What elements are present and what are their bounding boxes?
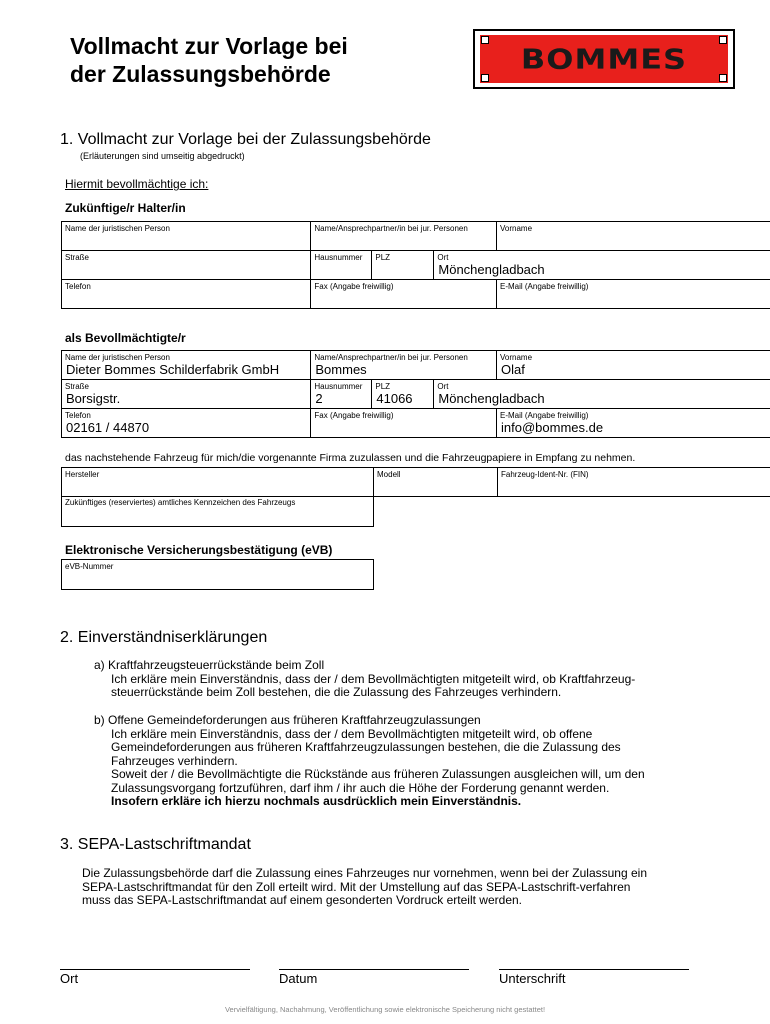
consent-b-line: Soweit der / die Bevollmächtigte die Rückstände aus früheren Zulassungen ausgleichen will, um den (111, 767, 645, 781)
consent-a (94, 659, 635, 700)
sepa-line: Die Zulassungsbehörde darf die Zulassung eines Fahrzeuges nur vornehmen, wenn bei der Zulassung ein (82, 866, 648, 880)
sepa-line: SEPA-Lastschriftmandat für den Zoll erteilt wird. Mit der Umstellung auf das SEPA-Lastschrift-verfahren (82, 879, 631, 894)
vehicle-row (61, 467, 770, 497)
authorize-intro: Hiermit bevollmächtige ich: (65, 177, 209, 191)
signature-label: Unterschrift (499, 971, 566, 986)
consent-b (94, 714, 645, 809)
holder-heading: Zukünftige/r Halter/in (65, 201, 186, 215)
screw-icon (719, 74, 727, 82)
screw-icon (481, 36, 489, 44)
agent-fax-field[interactable]: Fax (Angabe freiwillig) (311, 409, 497, 438)
section1-note: (Erläuterungen sind umseitig abgedruckt) (80, 151, 245, 161)
consent-b-line: Fahrzeuges verhindern. (111, 753, 238, 768)
title-line-1: Vollmacht zur Vorlage bei (70, 33, 348, 59)
footer-notice: Vervielfältigung, Nachahmung, Veröffentlichung sowie elektronische Speicherung nicht gestattet! (224, 1005, 546, 1014)
holder-zip-field[interactable]: PLZ (372, 251, 434, 280)
agent-zip-field[interactable]: PLZ 41066 (372, 380, 434, 409)
logo-plate (480, 35, 728, 83)
consent-b-line: Gemeindeforderungen aus früheren Kraftfahrzeugzulassungen bestehen, die die Zulassung des (111, 740, 621, 754)
holder-company-field[interactable]: Name der juristischen Person (62, 222, 311, 251)
holder-form (61, 221, 770, 309)
agent-city-field[interactable]: Ort Mönchengladbach (434, 380, 770, 409)
consent-a-title: a) Kraftfahrzeugsteuerrückstände beim Zoll (94, 658, 325, 672)
consent-b-line: Zulassungsvorgang fortzuführen, darf ihm / ihr auch die Höhe der Forderung genannt werden. (111, 780, 610, 795)
agent-street-field[interactable]: Straße Borsigstr. (62, 380, 311, 409)
agent-heading: als Bevollmächtigte/r (65, 331, 186, 345)
holder-contact-field[interactable]: Name/Ansprechpartner/in bei jur. Personen (311, 222, 497, 251)
agent-email-field[interactable]: E-Mail (Angabe freiwillig) info@bommes.de (497, 409, 770, 438)
maker-field[interactable]: Hersteller (65, 470, 100, 479)
evb-heading: Elektronische Versicherungsbestätigung (eVB) (65, 543, 333, 557)
holder-fax-field[interactable]: Fax (Angabe freiwillig) (311, 280, 497, 309)
place-line[interactable] (60, 969, 250, 970)
consent-b-title: b) Offene Gemeindeforderungen aus früheren Kraftfahrzeugzulassungen (94, 713, 481, 727)
sepa-line: muss das SEPA-Lastschriftmandat auf einem gesonderten Vordruck erteilt werden. (82, 893, 522, 907)
holder-email-field[interactable]: E-Mail (Angabe freiwillig) (497, 280, 770, 309)
consent-b-line: Ich erkläre mein Einverständnis, dass der / dem Bevollmächtigten mitgeteilt wird, ob offene (111, 726, 593, 741)
screw-icon (481, 74, 489, 82)
holder-phone-field[interactable]: Telefon (62, 280, 311, 309)
sepa-text (82, 867, 647, 908)
vehicle-intro: das nachstehende Fahrzeug für mich/die vorgenannte Firma zuzulassen und die Fahrzeugpapiere in Empfang zu nehmen. (65, 452, 636, 464)
agent-phone-field[interactable]: Telefon 02161 / 44870 (62, 409, 311, 438)
holder-street-field[interactable]: Straße (62, 251, 311, 280)
agent-form (61, 350, 770, 438)
place-label: Ort (60, 971, 79, 986)
agent-company-field[interactable]: Name der juristischen Person Dieter Bommes Schilderfabrik GmbH (62, 351, 311, 380)
logo-text: BOMMES (520, 42, 688, 76)
model-field[interactable]: Modell (373, 468, 498, 496)
date-label: Datum (279, 971, 318, 986)
agent-house-field[interactable]: Hausnummer 2 (311, 380, 372, 409)
date-line[interactable] (279, 969, 469, 970)
section1-heading: 1. Vollmacht zur Vorlage bei der Zulassungsbehörde (60, 131, 431, 148)
holder-firstname-field[interactable]: Vorname (497, 222, 770, 251)
agent-firstname-field[interactable]: Vorname Olaf (497, 351, 770, 380)
consent-a-line: Ich erkläre mein Einverständnis, dass der / dem Bevollmächtigten mitgeteilt wird, ob Kraftfahrzeug- (111, 671, 636, 686)
evb-field[interactable]: eVB-Nummer (61, 559, 374, 590)
title-line-2: der Zulassungsbehörde (70, 61, 331, 87)
section2-heading: 2. Einverständniserklärungen (60, 629, 268, 646)
page-title (70, 32, 348, 88)
consent-a-line: steuerrückstände beim Zoll bestehen, die die Zulassung des Fahrzeuges verhindern. (111, 685, 562, 699)
signature-line[interactable] (499, 969, 689, 970)
holder-house-field[interactable]: Hausnummer (311, 251, 372, 280)
section3-heading: 3. SEPA-Lastschriftmandat (60, 836, 251, 853)
consent-b-emphasis: Insofern erkläre ich hierzu nochmals ausdrücklich mein Einverständnis. (111, 794, 522, 808)
plate-field[interactable]: Zukünftiges (reserviertes) amtliches Kennzeichen des Fahrzeugs (61, 496, 374, 527)
holder-city-field[interactable]: Ort Mönchengladbach (434, 251, 770, 280)
screw-icon (719, 36, 727, 44)
agent-contact-field[interactable]: Name/Ansprechpartner/in bei jur. Personen Bommes (311, 351, 497, 380)
bommes-logo (473, 29, 735, 89)
vin-field[interactable]: Fahrzeug-Ident-Nr. (FIN) (497, 468, 770, 496)
